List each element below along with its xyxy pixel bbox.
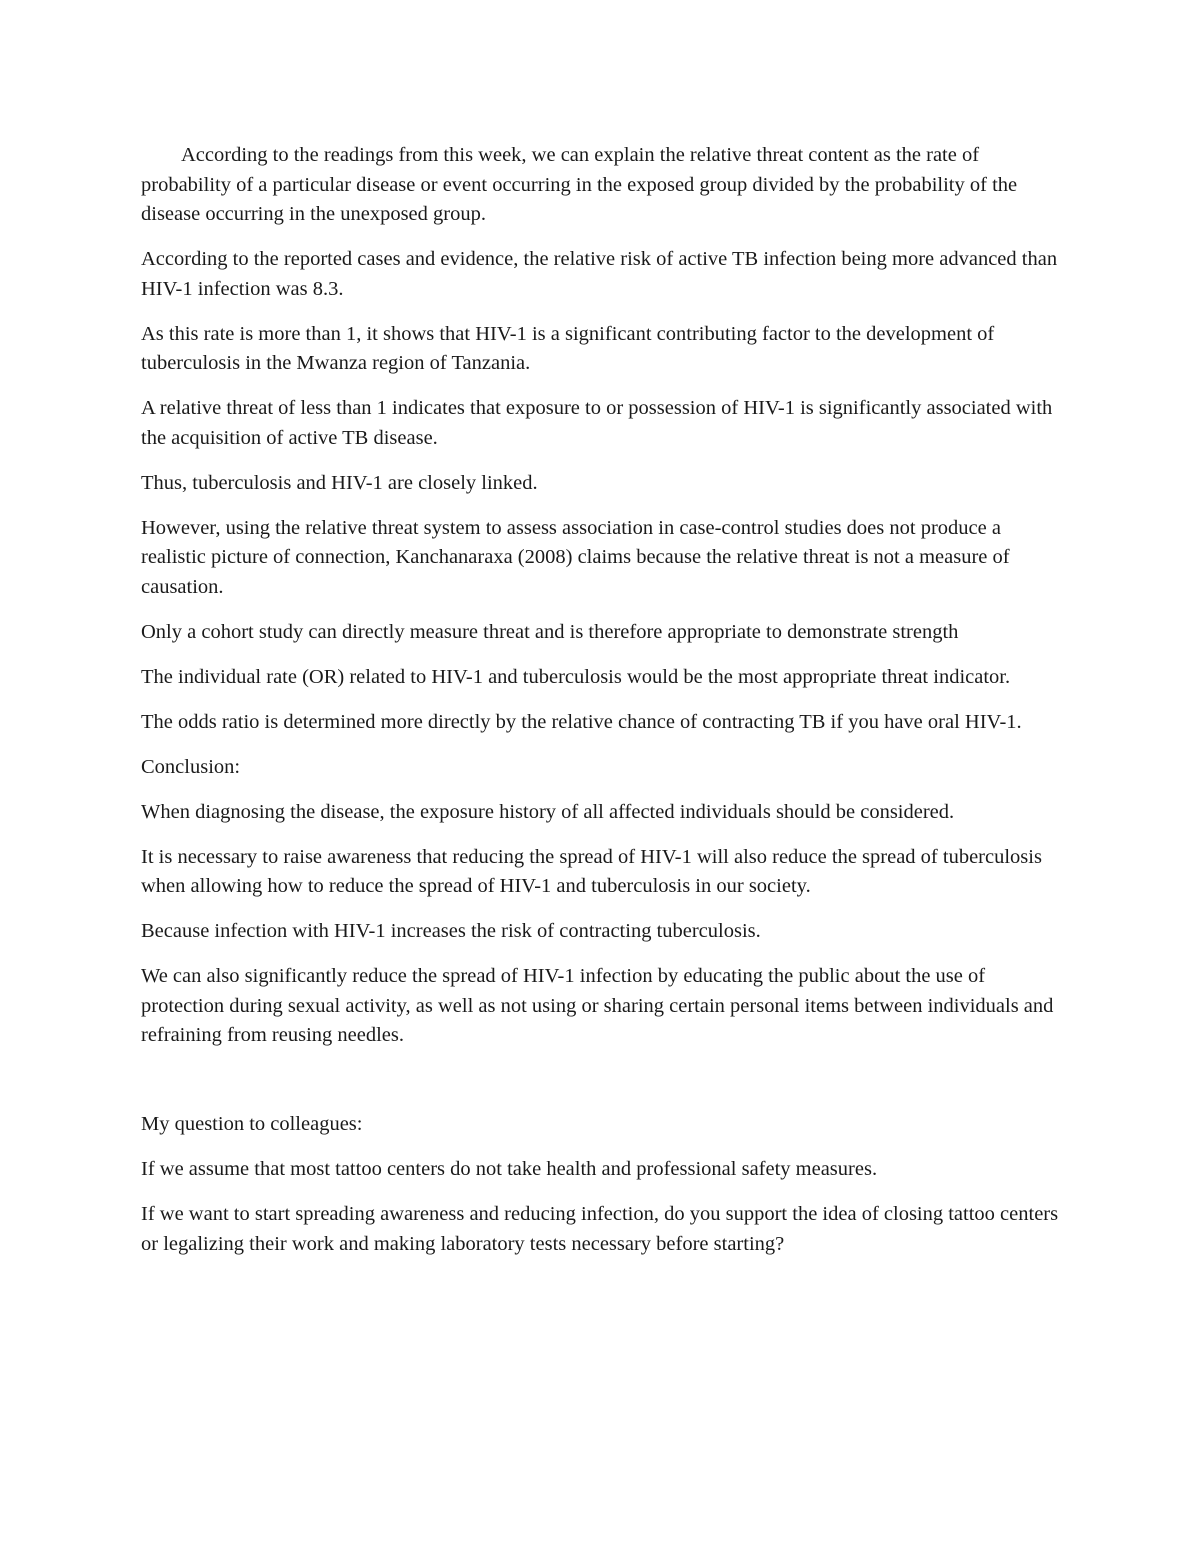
paragraph-tattoo-question: If we want to start spreading awareness and reducing infection, do you support the idea of closing tattoo centers or legalizing their work and making laboratory tests necessary before starting? [141,1203,1059,1255]
paragraph-odds-ratio: The odds ratio is determined more directly by the relative chance of contracting TB if you have oral HIV-1. [141,710,1022,733]
document-body [141,141,1066,1275]
paragraph-linked: Thus, tuberculosis and HIV-1 are closely linked. [141,471,538,494]
paragraph-odds-indicator: The individual rate (OR) related to HIV-1 and tuberculosis would be the most appropriate threat indicator. [141,665,1011,688]
paragraph-rate-meaning: As this rate is more than 1, it shows that HIV-1 is a significant contributing factor to the development of tuberculosis in the Mwanza region of Tanzania. [141,322,995,374]
paragraph-relative-risk: According to the reported cases and evidence, the relative risk of active TB infection being more advanced than HIV-1 infection was 8.3. [141,248,1058,300]
paragraph-prevention: We can also significantly reduce the spread of HIV-1 infection by educating the public about the use of protection during sexual activity, as well as not using or sharing certain personal items between individuals and refraining from reusing needles. [141,965,1054,1046]
paragraph-cohort: Only a cohort study can directly measure threat and is therefore appropriate to demonstrate strength [141,620,959,643]
paragraph-tattoo-assumption: If we assume that most tattoo centers do not take health and professional safety measures. [141,1158,878,1180]
paragraph-question-heading: My question to colleagues: [141,1113,363,1135]
paragraph-infection-risk: Because infection with HIV-1 increases the risk of contracting tuberculosis. [141,920,761,942]
paragraph-awareness: It is necessary to raise awareness that reducing the spread of HIV-1 will also reduce the spread of tuberculosis when allowing how to reduce the spread of HIV-1 and tuberculosis in our society. [141,845,1042,897]
blank-line [141,1066,1066,1110]
paragraph-case-control: However, using the relative threat system to assess association in case-control studies does not produce a realistic picture of connection, Kanchanaraxa (2008) claims because the relative threat is not a measure of causation. [141,516,1010,598]
paragraph-diagnosis: When diagnosing the disease, the exposure history of all affected individuals should be considered. [141,800,955,823]
paragraph-intro: According to the readings from this week, we can explain the relative threat content as the rate of probability of a particular disease or event occurring in the exposed group divided by the probability of the disease occurring in the unexposed group. [141,144,1018,225]
paragraph-less-than-one: A relative threat of less than 1 indicates that exposure to or possession of HIV-1 is significantly associated with the acquisition of active TB disease. [141,397,1053,449]
paragraph-conclusion-heading: Conclusion: [141,755,241,778]
